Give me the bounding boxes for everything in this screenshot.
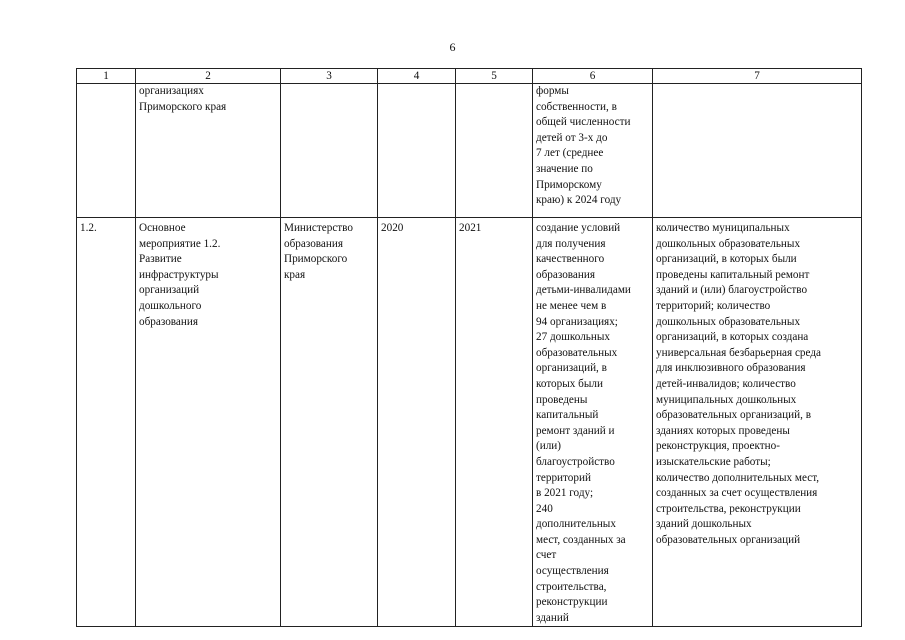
cell-title: организациях Приморского края	[136, 84, 281, 218]
column-header: 1	[77, 69, 136, 84]
cell-executor: Министерство образования Приморского края	[281, 218, 378, 627]
cell-end-year: 2021	[456, 218, 533, 627]
column-header: 3	[281, 69, 378, 84]
cell-result: формы собственности, в общей численности детей от 3-х до 7 лет (среднее значение по Приморскому краю) к 2024 году	[533, 84, 653, 218]
column-header: 7	[653, 69, 862, 84]
cell-number: 1.2.	[77, 218, 136, 627]
program-table	[76, 68, 862, 627]
cell-executor	[281, 84, 378, 218]
cell-indicators: количество муниципальных дошкольных образовательных организаций, в которых были проведены капитальный ремонт зданий и (или) благоустройство территорий; количество дошкольных образовательных организаций, в которых создана универсальная безбарьерная среда для инклюзивного образования детей-инвалидов; количество муниципальных дошкольных образовательных организаций, в зданиях которых проведены реконструкция, проектно- изыскательские работы; количество дополнительных мест, созданных за счет осуществления строительства, реконструкции зданий дошкольных образовательных организаций	[653, 218, 862, 627]
cell-result: создание условий для получения качественного образования детьми-инвалидами не менее чем в 94 организациях; 27 дошкольных образовательных организаций, в которых были проведены капитальный ремонт зданий и (или) благоустройство территорий в 2021 году; 240 дополнительных мест, созданных за счет осуществления строительства, реконструкции зданий	[533, 218, 653, 627]
table-row-1-2	[77, 218, 862, 627]
table-row-continuation	[77, 84, 862, 218]
cell-end-year	[456, 84, 533, 218]
column-number-row	[77, 69, 862, 84]
cell-title: Основное мероприятие 1.2. Развитие инфраструктуры организаций дошкольного образования	[136, 218, 281, 627]
column-header: 6	[533, 69, 653, 84]
column-header: 4	[378, 69, 456, 84]
cell-start-year: 2020	[378, 218, 456, 627]
cell-start-year	[378, 84, 456, 218]
cell-number	[77, 84, 136, 218]
page-number: 6	[449, 40, 456, 54]
column-header: 5	[456, 69, 533, 84]
cell-indicators	[653, 84, 862, 218]
column-header: 2	[136, 69, 281, 84]
